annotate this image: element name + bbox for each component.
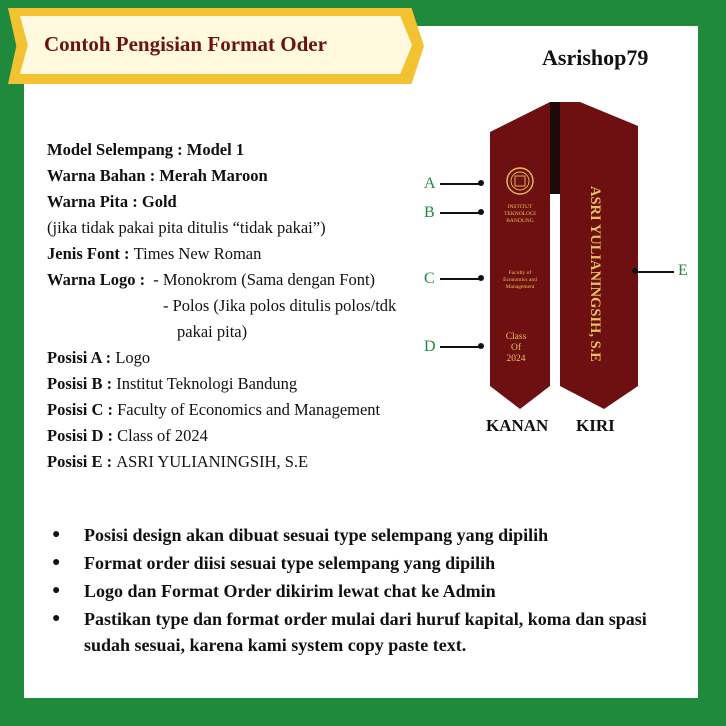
- spec-model: Model Selempang : Model 1: [47, 140, 245, 159]
- spec-posisi-d: Posisi D : Class of 2024: [47, 426, 208, 445]
- pointer-line-a: [440, 183, 480, 185]
- notes-list: [52, 522, 652, 658]
- spec-warna-pita: Warna Pita : Gold: [47, 192, 177, 211]
- spec-posisi-c: Posisi C : Faculty of Economics and Management: [47, 400, 381, 419]
- note-item: ● Logo dan Format Order dikirim lewat chat ke Admin: [52, 578, 652, 604]
- sash-fold-shadow: [550, 102, 560, 194]
- sash-text-e: ASRI YULIANINGSIH, S.E: [587, 186, 603, 362]
- pointer-dot-d: [478, 343, 484, 349]
- sash-text-d1: Class: [505, 332, 527, 342]
- page-title: Contoh Pengisian Format Oder: [44, 32, 327, 56]
- sash-text-c3: Management: [505, 284, 535, 290]
- order-format-spec: [47, 137, 396, 475]
- pointer-line-c: [440, 278, 480, 280]
- sash-illustration: [480, 96, 645, 416]
- brand-name: Asrishop79: [542, 45, 649, 70]
- label-b: B: [424, 204, 435, 221]
- label-a: A: [424, 175, 436, 192]
- label-e: E: [678, 262, 688, 279]
- label-d: D: [424, 338, 436, 355]
- sash-text-d3: 2024: [506, 354, 526, 364]
- pointer-dot-b: [478, 209, 484, 215]
- sash-text-d2: Of: [510, 343, 522, 353]
- spec-warna-logo-opt2: - Polos (Jika polos ditulis polos/tdk: [163, 296, 397, 315]
- pointer-line-d: [440, 346, 480, 348]
- spec-posisi-b: Posisi B : Institut Teknologi Bandung: [47, 374, 298, 393]
- pointer-line-b: [440, 212, 480, 214]
- spec-warna-bahan: Warna Bahan : Merah Maroon: [47, 166, 268, 185]
- spec-jenis-font: Jenis Font : Times New Roman: [47, 244, 262, 263]
- spec-posisi-e: Posisi E : ASRI YULIANINGSIH, S.E: [47, 452, 309, 471]
- sash-text-b2: TEKNOLOGI: [504, 211, 536, 217]
- sash-text-b1: INSTITUT: [507, 204, 533, 210]
- spec-note: (jika tidak pakai pita ditulis “tidak pakai”): [47, 218, 326, 237]
- label-c: C: [424, 270, 435, 287]
- side-label-kanan: KANAN: [486, 416, 549, 435]
- sash-text-c1: Faculty of: [508, 270, 532, 276]
- pointer-line-e: [636, 271, 674, 273]
- pointer-dot-a: [478, 180, 484, 186]
- spec-warna-logo-opt2b: pakai pita): [177, 322, 248, 341]
- side-label-kiri: KIRI: [576, 416, 615, 435]
- note-item: ● Posisi design akan dibuat sesuai type selempang yang dipilih: [52, 522, 652, 548]
- pointer-dot-c: [478, 275, 484, 281]
- note-item: ● Pastikan type dan format order mulai dari huruf kapital, koma dan spasi sudah sesuai, karena kami system copy paste text.: [52, 606, 652, 658]
- spec-warna-logo: Warna Logo : - Monokrom (Sama dengan Font): [47, 270, 376, 289]
- note-item: ● Format order diisi sesuai type selempang yang dipilih: [52, 550, 652, 576]
- sash-text-c2: Economics and: [503, 277, 537, 283]
- sash-text-b3: BANDUNG: [506, 218, 534, 224]
- spec-posisi-a: Posisi A : Logo: [47, 348, 151, 367]
